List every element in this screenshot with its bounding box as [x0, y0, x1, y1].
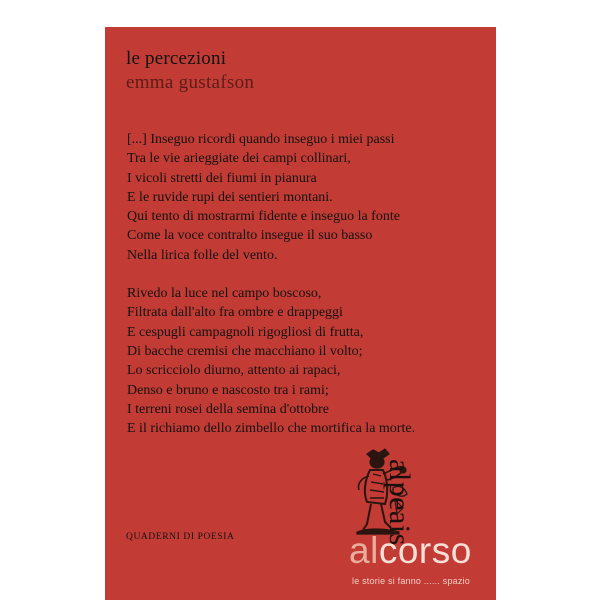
poem-line: Lo scricciolo diurno, attento ai rapaci,: [127, 363, 341, 379]
book-cover: [105, 27, 496, 600]
vertical-brand-mark: alpeais: [383, 459, 416, 546]
publisher-tagline: le storie si fanno ...... spazio: [352, 576, 470, 586]
poem-text: [127, 130, 487, 457]
publisher-logo: [349, 532, 472, 569]
series-label: QUADERNI DI POESIA: [126, 532, 235, 542]
poem-line: Di bacche cremisi che macchiano il volto;: [127, 343, 363, 359]
poem-stanza: [127, 284, 487, 438]
poem-line: Rivedo la luce nel campo boscoso,: [127, 286, 322, 302]
publisher-logo-part1: al: [349, 530, 379, 571]
poem-line: Filtrata dall'alto fra ombre e drappeggi: [127, 305, 343, 321]
poem-line: Tra le vie arieggiate dei campi collinari,: [127, 151, 351, 167]
poem-line: Qui tento di mostrarmi fidente e inseguo la fonte: [127, 209, 400, 225]
poem-line: I terreni rosei della semina d'ottobre: [127, 401, 329, 417]
poem-line: I vicoli stretti dei fiumi in pianura: [127, 170, 317, 186]
poem-line: E cespugli campagnoli rigogliosi di frutta,: [127, 324, 364, 340]
poem-line: E il richiamo dello zimbello che mortifica la morte.: [127, 421, 416, 437]
author-name: emma gustafson: [126, 72, 255, 93]
publisher-logo-part2: corso: [378, 530, 472, 571]
poem-line: Nella lirica folle del vento.: [127, 247, 278, 263]
poem-line: E le ruvide rupi dei sentieri montani.: [127, 189, 333, 205]
poem-stanza: [127, 130, 487, 265]
poem-line: Denso e bruno e nascosto tra i rami;: [127, 382, 329, 398]
poem-line: [...] Inseguo ricordi quando inseguo i miei passi: [127, 132, 395, 147]
book-title: le percezioni: [126, 48, 227, 69]
poem-line: Come la voce contralto insegue il suo basso: [127, 228, 373, 244]
